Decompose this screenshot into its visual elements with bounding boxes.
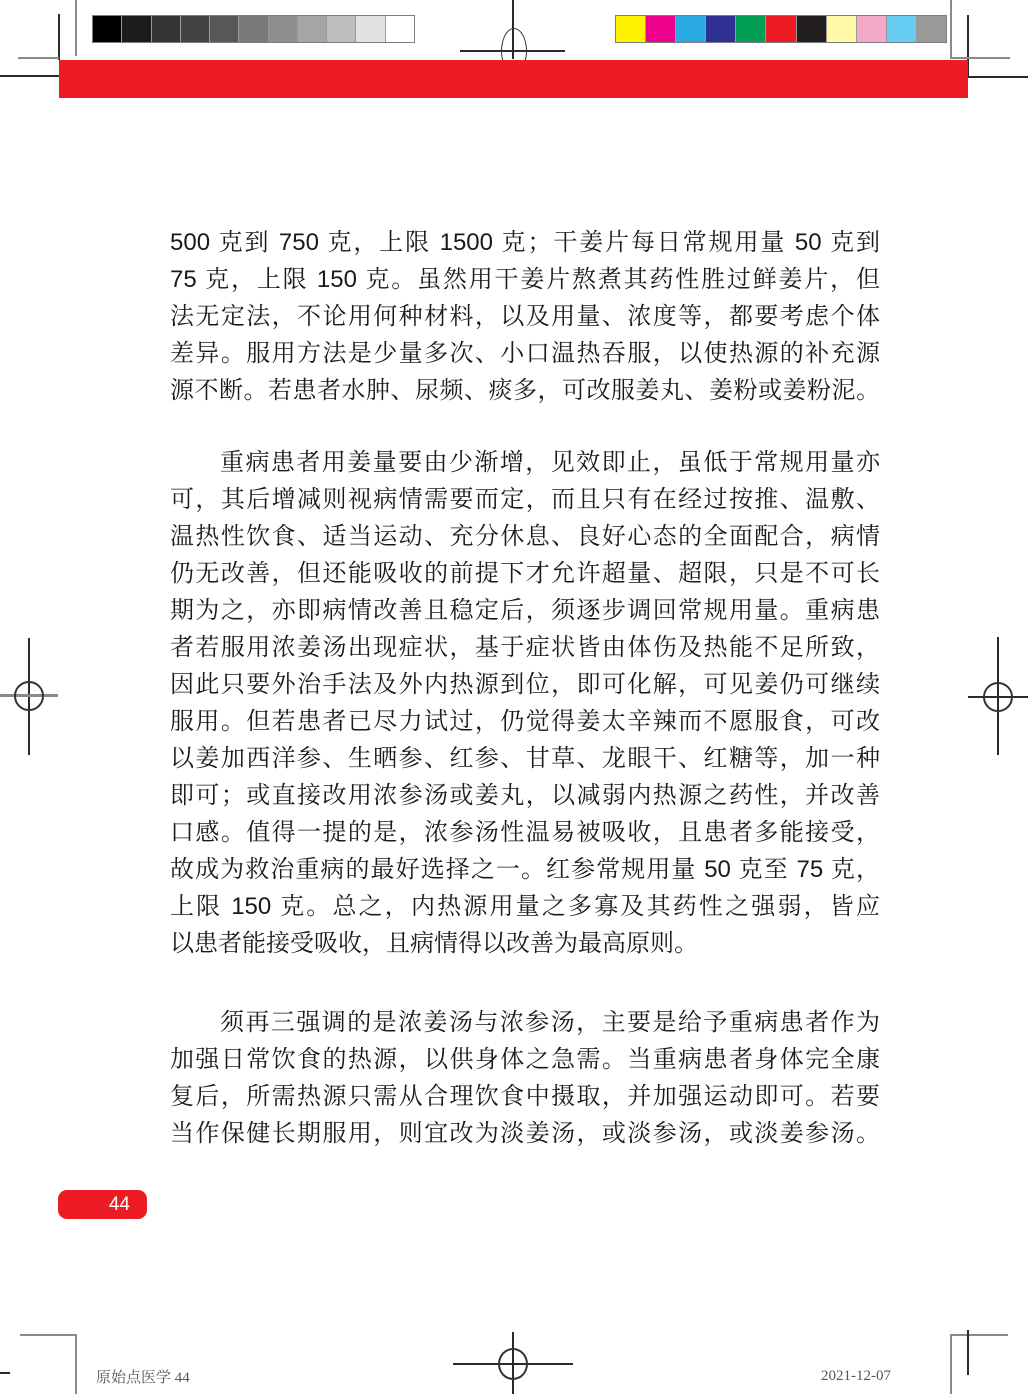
crop-mark-bottom-left-vertical [75, 1334, 77, 1394]
text-line: 当作保健长期服用，则宜改为淡姜汤，或淡参汤，或淡姜参汤。 [170, 1120, 880, 1147]
text-line: 加强日常饮食的热源，以供身体之急需。当重病患者身体完全康 [170, 1046, 880, 1073]
calibration-swatch [917, 16, 946, 42]
calibration-swatch [356, 16, 385, 42]
text-line: 源不断。若患者水肿、尿频、痰多，可改服姜丸、姜粉或姜粉泥。 [170, 377, 880, 404]
text-line: 以患者能接受吸收，且病情得以改善为最高原则。 [170, 930, 698, 957]
calibration-swatch [676, 16, 706, 42]
crop-mark-top-left-vertical-outer [75, 0, 77, 56]
crop-mark-top-left-horizontal [18, 57, 59, 59]
calibration-swatch [797, 16, 827, 42]
crop-mark-top-right-horizontal [950, 57, 1010, 59]
text-line: 以姜加西洋参、生晒参、红参、甘草、龙眼干、红糖等，加一种 [170, 745, 880, 772]
text-line: 期为之，亦即病情改善且稳定后，须逐步调回常规用量。重病患 [170, 597, 880, 624]
text-line: 者若服用浓姜汤出现症状，基于症状皆由体伤及热能不足所致， [170, 634, 880, 661]
calibration-swatch [152, 16, 181, 42]
text-line: 口感。值得一提的是，浓参汤性温易被吸收，且患者多能接受， [170, 819, 880, 846]
calibration-swatch [93, 16, 122, 42]
crop-mark-bottom-right-vertical-inner [967, 1330, 969, 1375]
text-line: 复后，所需热源只需从合理饮食中摄取，并加强运动即可。若要 [170, 1083, 880, 1110]
red-banner [59, 60, 968, 98]
text-line: 500 克到 750 克，上限 1500 克；干姜片每日常规用量 50 克到 [170, 229, 880, 256]
calibration-swatch [736, 16, 766, 42]
crop-mark-bottom-left-horizontal [20, 1334, 77, 1336]
calibration-swatch [269, 16, 298, 42]
crop-mark-bottom-right-horizontal [950, 1334, 1008, 1336]
calibration-swatch [887, 16, 917, 42]
text-line: 即可；或直接改用浓参汤或姜丸，以减弱内热源之药性，并改善 [170, 782, 880, 809]
footer-book-label: 原始点医学 44 [96, 1370, 190, 1386]
calibration-swatch [706, 16, 736, 42]
text-line: 上限 150 克。总之，内热源用量之多寡及其药性之强弱，皆应 [170, 893, 880, 920]
color-calibration-bar [615, 15, 947, 43]
calibration-swatch [122, 16, 151, 42]
text-line: 故成为救治重病的最好选择之一。红参常规用量 50 克至 75 克， [170, 856, 880, 883]
calibration-swatch [298, 16, 327, 42]
registration-circle-right [983, 682, 1013, 712]
calibration-swatch [646, 16, 676, 42]
text-line: 法无定法，不论用何种材料，以及用量、浓度等，都要考虑个体 [170, 303, 880, 330]
text-line: 温热性饮食、适当运动、充分休息、良好心态的全面配合，病情 [170, 523, 880, 550]
paragraph [170, 444, 880, 962]
crop-mark-top-right-vertical-outer [950, 0, 952, 59]
crop-mark-top-right-horizontal-outer [967, 76, 1028, 78]
grayscale-calibration-bar [92, 15, 415, 43]
calibration-swatch [181, 16, 210, 42]
crop-mark-bottom-left-tick [0, 1372, 10, 1374]
registration-circle-bottom [498, 1348, 528, 1380]
text-line: 仍无改善，但还能吸收的前提下才允许超量、超限，只是不可长 [170, 560, 880, 587]
footer-date: 2021-12-07 [821, 1368, 891, 1384]
calibration-swatch [857, 16, 887, 42]
text-line: 须再三强调的是浓姜汤与浓参汤，主要是给予重病患者作为 [220, 1009, 880, 1036]
calibration-swatch [210, 16, 239, 42]
calibration-swatch [386, 16, 414, 42]
text-line: 差异。服用方法是少量多次、小口温热吞服，以使热源的补充源 [170, 340, 880, 367]
crop-mark-top-left-vertical [58, 14, 60, 60]
registration-circle-left [14, 681, 44, 711]
crop-mark-top-left-horizontal-outer [0, 75, 59, 77]
calibration-swatch [616, 16, 646, 42]
paragraph [170, 1004, 880, 1152]
text-line: 75 克，上限 150 克。虽然用干姜片熬煮其药性胜过鲜姜片，但 [170, 266, 880, 293]
calibration-swatch [827, 16, 857, 42]
text-line: 因此只要外治手法及外内热源到位，即可化解，可见姜仍可继续 [170, 671, 880, 698]
calibration-swatch [327, 16, 356, 42]
page-number-badge: 44 [58, 1190, 147, 1219]
text-line: 服用。但若患者已尽力试过，仍觉得姜太辛辣而不愿服食，可改 [170, 708, 880, 735]
crop-mark-bottom-right-vertical [950, 1334, 952, 1394]
calibration-swatch [766, 16, 796, 42]
paragraph [170, 224, 880, 409]
text-line: 重病患者用姜量要由少渐增，见效即止，虽低于常规用量亦 [220, 449, 880, 476]
calibration-swatch [239, 16, 268, 42]
text-line: 可，其后增减则视病情需要而定，而且只有在经过按推、温敷、 [170, 486, 880, 513]
